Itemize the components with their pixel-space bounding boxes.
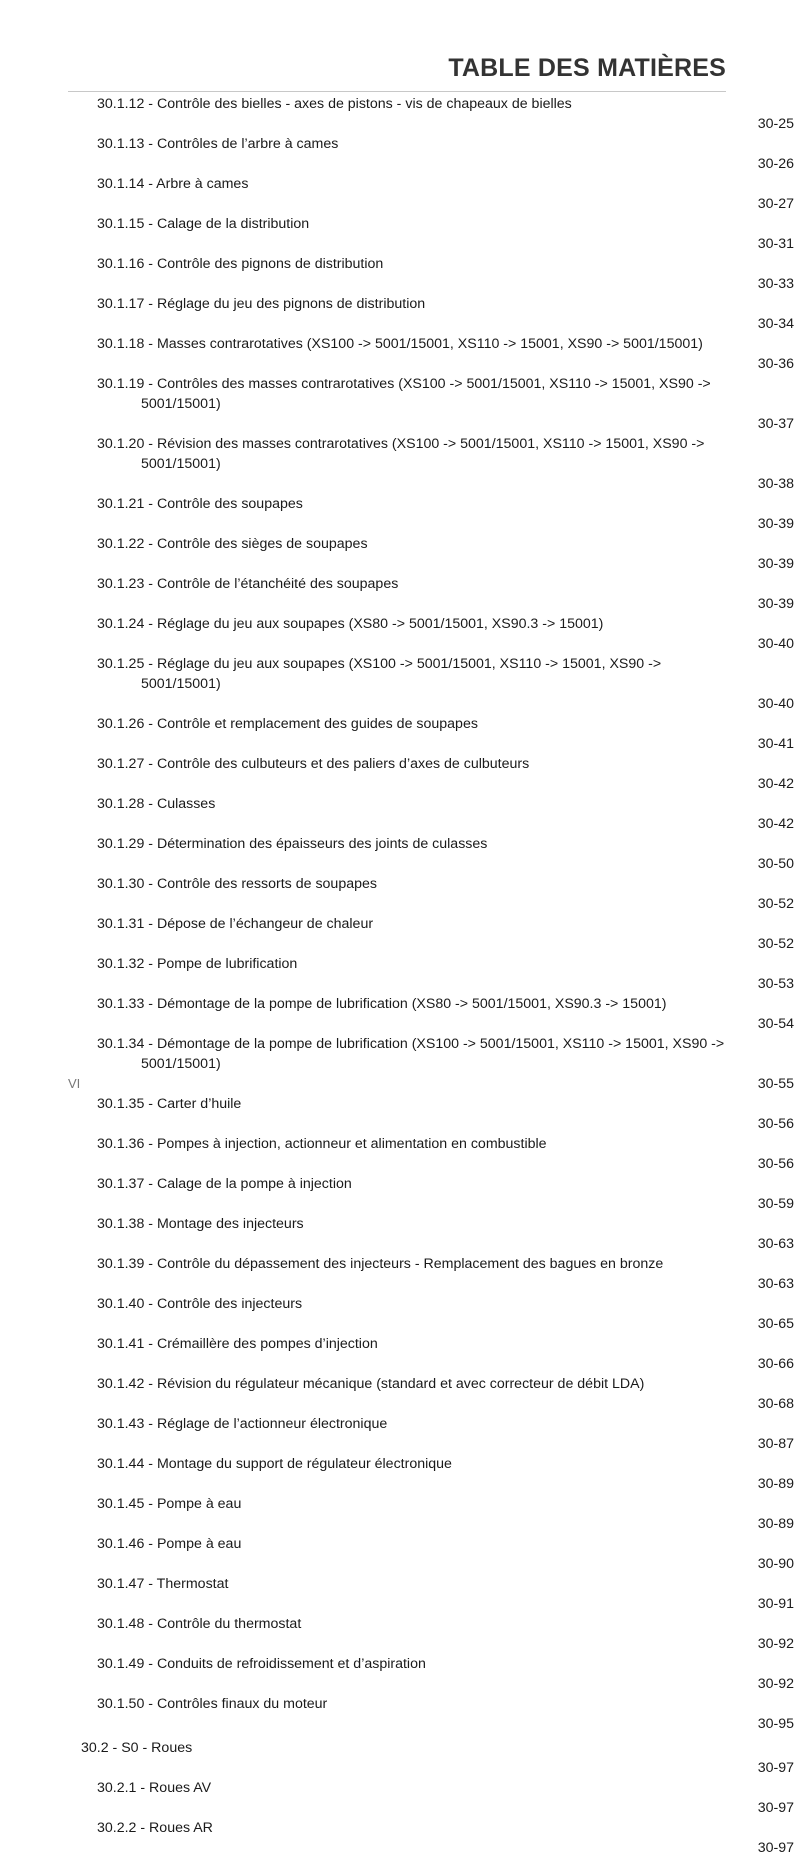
toc-entry[interactable] [0, 714, 794, 754]
toc-entry-page: 30-92 [757, 1676, 794, 1692]
toc-entry[interactable] [0, 1134, 794, 1174]
toc-entry-title: 30.1.13 - Contrôles de l’arbre à cames [97, 136, 339, 152]
toc-entry-page: 30-40 [757, 696, 794, 712]
toc-entry-title: 30.1.20 - Révision des masses contrarotatives (XS100 -> 5001/15001, XS110 -> 15001, XS90 -> 5001/15001) [97, 436, 705, 472]
toc-entry[interactable] [0, 1254, 794, 1294]
toc-entry-title: 30.1.18 - Masses contrarotatives (XS100 -> 5001/15001, XS110 -> 15001, XS90 -> 5001/15001) [97, 336, 703, 352]
toc-entry-page: 30-31 [757, 236, 794, 252]
toc-entry-title: 30.1.36 - Pompes à injection, actionneur et alimentation en combustible [97, 1136, 547, 1152]
toc-entry-title: 30.1.50 - Contrôles finaux du moteur [97, 1696, 328, 1712]
toc-entry[interactable] [0, 534, 794, 574]
toc-entry-title: 30.1.28 - Culasses [97, 796, 216, 812]
toc-entry-page: 30-36 [757, 356, 794, 372]
toc-entry-page: 30-52 [757, 896, 794, 912]
toc-entry[interactable] [0, 1454, 794, 1494]
toc-entry[interactable] [0, 914, 794, 954]
toc-entry-page: 30-54 [757, 1016, 794, 1032]
toc-entry-title: 30.1.19 - Contrôles des masses contrarotatives (XS100 -> 5001/15001, XS110 -> 15001, XS90 -> 5001/15001) [97, 376, 711, 412]
toc-entry-title: 30.1.21 - Contrôle des soupapes [97, 496, 303, 512]
toc-entry[interactable] [0, 1034, 794, 1094]
toc-entry-title: 30.1.24 - Réglage du jeu aux soupapes (XS80 -> 5001/15001, XS90.3 -> 15001) [97, 616, 604, 632]
toc-entry[interactable] [0, 654, 794, 714]
toc-entry-page: 30-92 [757, 1636, 794, 1652]
toc-entry-title: 30.1.33 - Démontage de la pompe de lubrification (XS80 -> 5001/15001, XS90.3 -> 15001) [97, 996, 667, 1012]
toc-entry[interactable] [0, 1614, 794, 1654]
toc-entry[interactable] [0, 1334, 794, 1374]
toc-entry-page: 30-53 [757, 976, 794, 992]
toc-entry-title: 30.1.23 - Contrôle de l’étanchéité des soupapes [97, 576, 399, 592]
toc-entry-title: 30.1.44 - Montage du support de régulateur électronique [97, 1456, 452, 1472]
toc-entry[interactable] [0, 574, 794, 614]
toc-entry-title: 30.1.15 - Calage de la distribution [97, 216, 310, 232]
toc-entry[interactable] [0, 794, 794, 834]
toc-entry-title: 30.1.48 - Contrôle du thermostat [97, 1616, 302, 1632]
toc-entry-title: 30.1.27 - Contrôle des culbuteurs et des paliers d’axes de culbuteurs [97, 756, 530, 772]
toc-entry-page: 30-42 [757, 816, 794, 832]
toc-entry-page: 30-27 [757, 196, 794, 212]
toc-entry[interactable] [0, 614, 794, 654]
page-title: TABLE DES MATIÈRES [448, 54, 726, 82]
toc-subentry[interactable] [0, 1778, 794, 1818]
toc-entry-page: 30-59 [757, 1196, 794, 1212]
toc-entry-page: 30-56 [757, 1156, 794, 1172]
toc-subentry-title: 30.2.2 - Roues AR [97, 1820, 213, 1836]
toc-entry[interactable] [0, 1214, 794, 1254]
page-number: VI [68, 1076, 81, 1091]
toc-entry-page: 30-52 [757, 936, 794, 952]
toc-subentry[interactable] [0, 1818, 794, 1858]
toc-entry-title: 30.1.43 - Réglage de l’actionneur électronique [97, 1416, 388, 1432]
toc-entry-page: 30-37 [757, 416, 794, 432]
toc-entry[interactable] [0, 1414, 794, 1454]
toc-entry[interactable] [0, 214, 794, 254]
title-divider [68, 91, 726, 92]
toc-entry-page: 30-50 [757, 856, 794, 872]
toc-entry[interactable] [0, 134, 794, 174]
table-of-contents [0, 94, 794, 1858]
toc-entry-page: 30-89 [757, 1476, 794, 1492]
toc-entry-page: 30-41 [757, 736, 794, 752]
toc-entry[interactable] [0, 294, 794, 334]
toc-entry-page: 30-63 [757, 1276, 794, 1292]
toc-entry[interactable] [0, 954, 794, 994]
toc-entry[interactable] [0, 1574, 794, 1614]
toc-entry-page: 30-39 [757, 516, 794, 532]
toc-subentry-page: 30-97 [757, 1800, 794, 1816]
toc-entry-page: 30-90 [757, 1556, 794, 1572]
toc-entry-title: 30.1.30 - Contrôle des ressorts de soupapes [97, 876, 377, 892]
toc-entry-page: 30-68 [757, 1396, 794, 1412]
toc-entry[interactable] [0, 874, 794, 914]
toc-entry-title: 30.1.35 - Carter d’huile [97, 1096, 242, 1112]
toc-entry-title: 30.1.26 - Contrôle et remplacement des guides de soupapes [97, 716, 478, 732]
toc-entry-page: 30-66 [757, 1356, 794, 1372]
toc-entry[interactable] [0, 1694, 794, 1734]
toc-entry[interactable] [0, 1534, 794, 1574]
toc-entry[interactable] [0, 1494, 794, 1534]
toc-entry[interactable] [0, 1654, 794, 1694]
toc-entry-page: 30-65 [757, 1316, 794, 1332]
toc-entry-page: 30-56 [757, 1116, 794, 1132]
toc-entry[interactable] [0, 94, 794, 134]
toc-entry-page: 30-63 [757, 1236, 794, 1252]
toc-entry[interactable] [0, 1094, 794, 1134]
toc-entry-page: 30-39 [757, 596, 794, 612]
toc-entry-title: 30.1.16 - Contrôle des pignons de distribution [97, 256, 384, 272]
toc-entry-page: 30-33 [757, 276, 794, 292]
toc-entry[interactable] [0, 434, 794, 494]
toc-entry-title: 30.1.32 - Pompe de lubrification [97, 956, 298, 972]
toc-entry[interactable] [0, 1294, 794, 1334]
toc-entry-page: 30-89 [757, 1516, 794, 1532]
toc-entry-title: 30.1.38 - Montage des injecteurs [97, 1216, 304, 1232]
toc-entry-page: 30-39 [757, 556, 794, 572]
toc-entry-page: 30-42 [757, 776, 794, 792]
toc-entry[interactable] [0, 1374, 794, 1414]
toc-entry-title: 30.1.41 - Crémaillère des pompes d’injection [97, 1336, 378, 1352]
toc-entry-title: 30.1.46 - Pompe à eau [97, 1536, 242, 1552]
toc-entry-page: 30-34 [757, 316, 794, 332]
toc-subentry-page: 30-97 [757, 1840, 794, 1856]
toc-section[interactable] [0, 1738, 794, 1778]
toc-entry-title: 30.1.47 - Thermostat [97, 1576, 229, 1592]
toc-entry[interactable] [0, 254, 794, 294]
toc-entry-page: 30-95 [757, 1716, 794, 1732]
toc-entry-title: 30.1.39 - Contrôle du dépassement des injecteurs - Remplacement des bagues en bronze [97, 1256, 664, 1272]
toc-entry-page: 30-91 [757, 1596, 794, 1612]
toc-entry-title: 30.1.17 - Réglage du jeu des pignons de distribution [97, 296, 426, 312]
toc-entry-title: 30.1.14 - Arbre à cames [97, 176, 249, 192]
toc-entry-title: 30.1.22 - Contrôle des sièges de soupapes [97, 536, 368, 552]
toc-entry-title: 30.1.34 - Démontage de la pompe de lubrification (XS100 -> 5001/15001, XS110 -> 15001, XS90 -> 5001/15001) [97, 1036, 725, 1072]
toc-entry[interactable] [0, 334, 794, 374]
toc-section-page: 30-97 [757, 1760, 794, 1776]
toc-entry-title: 30.1.42 - Révision du régulateur mécanique (standard et avec correcteur de débit LDA) [97, 1376, 645, 1392]
toc-entry-title: 30.1.49 - Conduits de refroidissement et d’aspiration [97, 1656, 426, 1672]
toc-entry-page: 30-25 [757, 116, 794, 132]
toc-entry[interactable] [0, 374, 794, 434]
toc-entry-page: 30-40 [757, 636, 794, 652]
toc-entry[interactable] [0, 174, 794, 214]
toc-entry-page: 30-38 [757, 476, 794, 492]
toc-entry[interactable] [0, 994, 794, 1034]
toc-entry-page: 30-55 [757, 1076, 794, 1092]
toc-entry-page: 30-87 [757, 1436, 794, 1452]
toc-entry-title: 30.1.37 - Calage de la pompe à injection [97, 1176, 352, 1192]
toc-entry-title: 30.1.40 - Contrôle des injecteurs [97, 1296, 303, 1312]
toc-entry-title: 30.1.12 - Contrôle des bielles - axes de pistons - vis de chapeaux de bielles [97, 96, 572, 112]
toc-entry-title: 30.1.29 - Détermination des épaisseurs des joints de culasses [97, 836, 488, 852]
toc-entry[interactable] [0, 754, 794, 794]
toc-entry-title: 30.1.45 - Pompe à eau [97, 1496, 242, 1512]
toc-entry[interactable] [0, 834, 794, 874]
toc-section-title: 30.2 - S0 - Roues [81, 1740, 193, 1756]
toc-subentry-title: 30.2.1 - Roues AV [97, 1780, 212, 1796]
toc-entry[interactable] [0, 494, 794, 534]
toc-entry-page: 30-26 [757, 156, 794, 172]
toc-entry[interactable] [0, 1174, 794, 1214]
toc-entry-title: 30.1.25 - Réglage du jeu aux soupapes (XS100 -> 5001/15001, XS110 -> 15001, XS90 -> 5001/15001) [97, 656, 662, 692]
toc-entry-title: 30.1.31 - Dépose de l’échangeur de chaleur [97, 916, 374, 932]
